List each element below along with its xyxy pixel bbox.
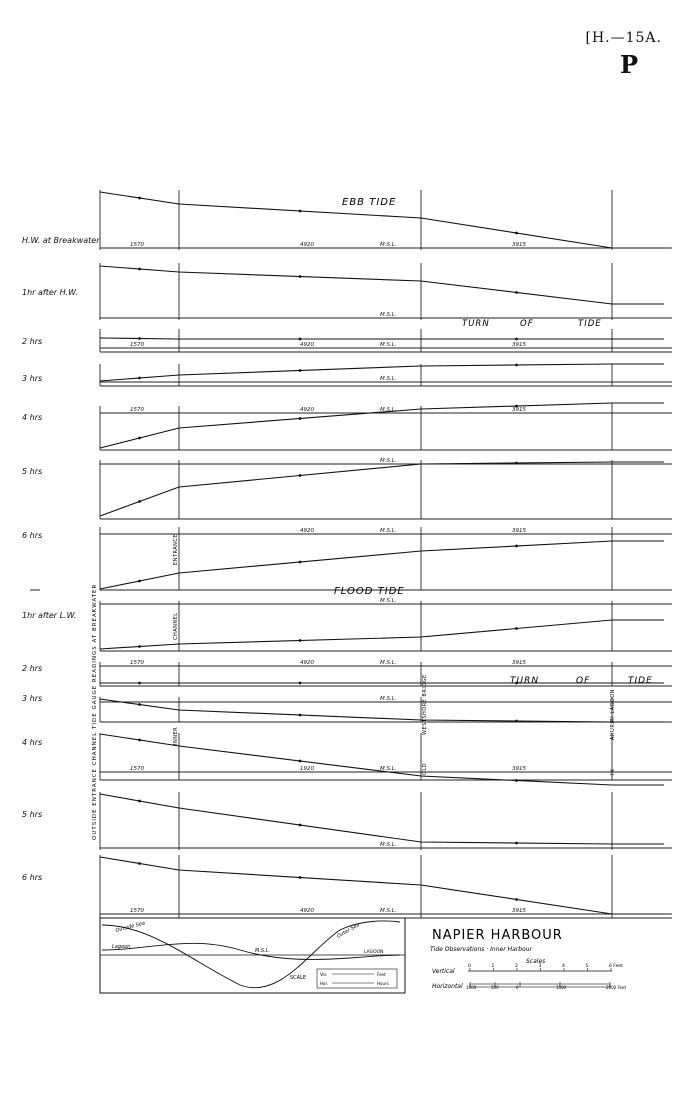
distance-label: 3915 xyxy=(512,407,526,413)
panel-label: 3 hrs xyxy=(22,694,43,703)
drawing-subtitle: Tide Observations · Inner Harbour xyxy=(430,946,532,953)
flow-marker xyxy=(138,682,141,685)
turn-of-tide-label: OF xyxy=(576,676,591,686)
distance-label: 1570 xyxy=(130,407,144,413)
station-name: INNER xyxy=(173,726,179,745)
distance-label: 1570 xyxy=(130,660,144,666)
flow-marker xyxy=(138,337,141,340)
flow-marker xyxy=(515,232,518,235)
inset-scale-row-label: Hor. xyxy=(320,981,329,986)
vertical-scale-tick-label: 1 xyxy=(491,964,495,969)
station-name: IN xyxy=(610,768,616,775)
turn-of-tide-label: TURN xyxy=(462,319,490,329)
flow-marker xyxy=(515,291,518,294)
inset-lagoon-label: Lagoon xyxy=(112,944,131,950)
inset-scale-row-label: Ver. xyxy=(320,972,328,977)
horizontal-scale-label: Horizontal xyxy=(432,983,463,990)
water-surface-profile xyxy=(100,338,664,339)
flow-marker xyxy=(138,580,141,583)
distance-label: 1920 xyxy=(300,766,314,772)
turn-of-tide-label: OF xyxy=(520,319,534,329)
panel-label: 6 hrs xyxy=(22,531,43,540)
panel-label: 3 hrs xyxy=(22,374,43,383)
flow-marker xyxy=(515,842,518,845)
turn-of-tide-label: TURN xyxy=(510,676,540,686)
panel-label: 4 hrs xyxy=(22,738,43,747)
vertical-scale-tick-label: 6 Feet xyxy=(609,964,623,969)
vertical-scale-tick-label: 5 xyxy=(585,964,589,969)
flow-marker xyxy=(299,639,302,642)
panel-label: 2 hrs xyxy=(22,337,43,346)
distance-label: 1570 xyxy=(130,242,144,248)
flow-marker xyxy=(299,275,302,278)
msl-label: M.S.L. xyxy=(380,842,397,848)
flow-marker xyxy=(299,824,302,827)
vertical-scale-label: Vertical xyxy=(432,968,455,975)
vertical-scale-tick-label: 2 xyxy=(515,964,518,969)
panel-label: 1hr after L.W. xyxy=(22,611,77,620)
inset-msl-label: M.S.L. xyxy=(255,948,271,954)
panel-label: 2 hrs xyxy=(22,664,43,673)
msl-label: M.S.L. xyxy=(380,660,397,666)
flow-marker xyxy=(515,462,518,465)
distance-label: 4920 xyxy=(300,407,314,413)
flow-marker xyxy=(299,876,302,879)
vertical-scale-tick-label: 0 xyxy=(468,964,471,969)
station-name: OLD xyxy=(422,762,428,775)
distance-label: 3915 xyxy=(512,766,526,772)
distance-label: 3915 xyxy=(512,342,526,348)
scales-heading: Scales xyxy=(526,958,546,965)
msl-label: M.S.L. xyxy=(380,908,397,914)
station-name: ENTRANCE xyxy=(173,533,179,565)
panel-label: 1hr after H.W. xyxy=(22,288,78,297)
water-surface-profile xyxy=(100,462,664,516)
msl-label: M.S.L. xyxy=(380,696,397,702)
flow-marker xyxy=(515,898,518,901)
panel-label: H.W. at Breakwater xyxy=(22,236,100,245)
drawing-title: NAPIER HARBOUR xyxy=(432,928,563,943)
inset-frame xyxy=(100,918,405,993)
flow-marker xyxy=(138,800,141,803)
flow-marker xyxy=(138,862,141,865)
flow-marker xyxy=(138,268,141,271)
distance-label: 1570 xyxy=(130,908,144,914)
flow-marker xyxy=(138,703,141,706)
inset-lagoon-label-right: LAGOON xyxy=(364,950,384,955)
flow-marker xyxy=(138,437,141,440)
inset-scale-label: SCALE xyxy=(290,975,307,981)
flow-marker xyxy=(515,720,518,723)
flow-marker xyxy=(515,779,518,782)
flood-tide-heading: FLOOD TIDE xyxy=(334,586,405,597)
horizontal-scale-tick-label: 1000 xyxy=(556,985,567,990)
panel-label: 6 hrs xyxy=(22,873,43,882)
msl-label: M.S.L. xyxy=(380,407,397,413)
msl-label: M.S.L. xyxy=(380,242,397,248)
flow-marker xyxy=(138,197,141,200)
flow-marker xyxy=(515,545,518,548)
inset-scale-unit: Feet xyxy=(377,972,386,977)
plate-letter: P xyxy=(619,50,638,79)
panel-label: 4 hrs xyxy=(22,413,43,422)
flow-marker xyxy=(138,645,141,648)
flow-marker xyxy=(515,627,518,630)
flow-marker xyxy=(515,338,518,341)
msl-label: M.S.L. xyxy=(380,342,397,348)
distance-label: 4920 xyxy=(300,242,314,248)
panel-label: 5 hrs xyxy=(22,810,43,819)
water-surface-profile xyxy=(100,794,664,844)
side-vertical-text: OUTSIDE ENTRANCE CHANNEL TIDE GAUGE READINGS AT BREAKWATER xyxy=(92,583,98,840)
flow-marker xyxy=(515,364,518,367)
horizontal-scale-tick-label: 2000 Feet xyxy=(606,985,627,990)
flow-marker xyxy=(138,377,141,380)
vertical-scale-tick-label: 4 xyxy=(562,964,565,969)
flow-marker xyxy=(299,338,302,341)
flow-marker xyxy=(299,210,302,213)
distance-label: 3915 xyxy=(512,660,526,666)
horizontal-scale-tick-label: 1000 xyxy=(466,985,477,990)
water-surface-profile xyxy=(100,266,664,304)
distance-label: 4920 xyxy=(300,342,314,348)
inset-outside-sea-label: Outside Sea xyxy=(114,920,146,934)
flow-marker xyxy=(299,417,302,420)
flow-marker xyxy=(299,682,302,685)
water-surface-profile xyxy=(100,734,664,785)
station-name: AHURIRI LAGOON xyxy=(610,688,616,740)
station-name: WESTSHORE BRIDGE xyxy=(422,674,428,735)
msl-label: M.S.L. xyxy=(380,312,397,318)
distance-label: 4920 xyxy=(300,528,314,534)
distance-label: 1570 xyxy=(130,766,144,772)
flow-marker xyxy=(299,714,302,717)
turn-of-tide-label: TIDE xyxy=(578,319,602,329)
horizontal-scale-tick-label: 0 xyxy=(516,985,519,990)
lagoon-curve xyxy=(102,943,400,959)
msl-label: M.S.L. xyxy=(380,376,397,382)
horizontal-scale-tick-label: 500 xyxy=(491,985,499,990)
msl-label: M.S.L. xyxy=(380,766,397,772)
flow-marker xyxy=(138,739,141,742)
msl-label: M.S.L. xyxy=(380,528,397,534)
flow-marker xyxy=(299,369,302,372)
sheet-reference: [H.—15A. xyxy=(585,30,662,46)
flow-marker xyxy=(299,561,302,564)
distance-label: 3915 xyxy=(512,908,526,914)
distance-label: 1570 xyxy=(130,342,144,348)
distance-label: 3915 xyxy=(512,528,526,534)
inset-outer-sea-label: Outer Sea xyxy=(336,921,361,940)
water-surface-profile xyxy=(100,541,664,589)
flow-marker xyxy=(138,500,141,503)
flow-marker xyxy=(299,474,302,477)
water-surface-profile xyxy=(100,620,664,649)
station-name: CHANNEL xyxy=(173,612,179,640)
msl-label: M.S.L. xyxy=(380,458,397,464)
distance-label: 4920 xyxy=(300,660,314,666)
distance-label: 4920 xyxy=(300,908,314,914)
distance-label: 3915 xyxy=(512,242,526,248)
flow-marker xyxy=(299,760,302,763)
msl-label: M.S.L. xyxy=(380,598,397,604)
outside-sea-curve xyxy=(102,921,400,988)
panel-label: 5 hrs xyxy=(22,467,43,476)
vertical-scale-tick-label: 3 xyxy=(538,964,542,969)
ebb-tide-heading: EBB TIDE xyxy=(342,197,397,208)
turn-of-tide-label: TIDE xyxy=(628,676,653,686)
water-surface-profile xyxy=(100,857,664,914)
inset-scale-unit: Hours xyxy=(377,981,389,986)
